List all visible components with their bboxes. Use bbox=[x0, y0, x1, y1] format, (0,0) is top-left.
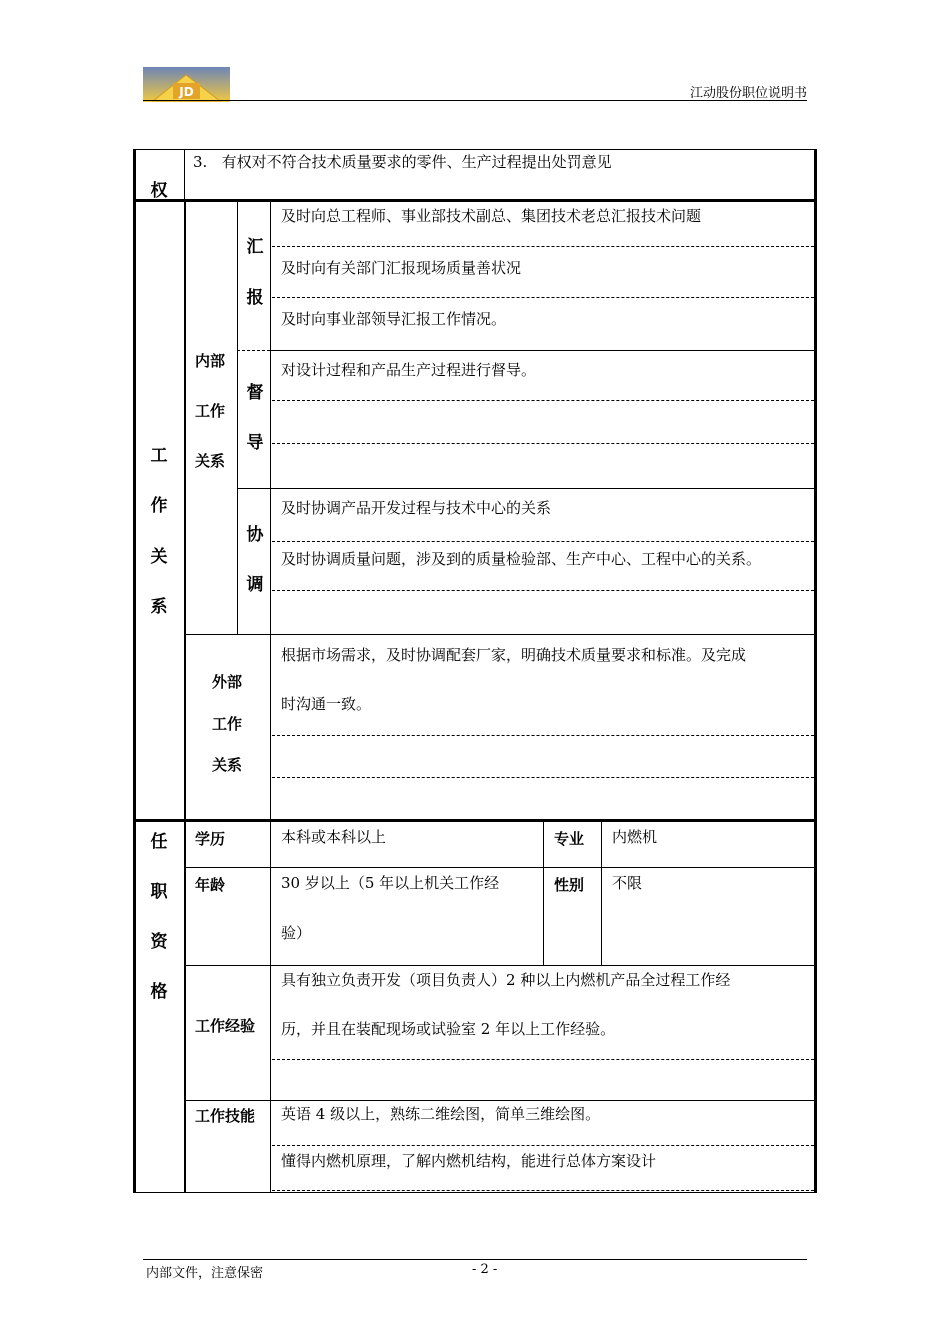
company-logo bbox=[143, 67, 230, 102]
skills-label: 工作技能 bbox=[195, 1107, 256, 1125]
report-line-1: 及时向总工程师、事业部技术副总、集团技术老总汇报技术问题 bbox=[281, 207, 702, 225]
age-value-line-1: 30 岁以上（5 年以上机关工作经 bbox=[281, 874, 500, 892]
experience-line-2: 历，并且在装配现场或试验室 2 年以上工作经验。 bbox=[281, 1020, 616, 1038]
supervise-line-1: 对设计过程和产品生产过程进行督导。 bbox=[281, 361, 537, 379]
gender-value: 不限 bbox=[612, 874, 643, 892]
age-label: 年龄 bbox=[195, 876, 226, 894]
header-title: 江动股份职位说明书 bbox=[689, 86, 807, 101]
logo-text: JD bbox=[179, 85, 194, 99]
experience-line-1: 具有独立负责开发（项目负责人）2 种以上内燃机产品全过程工作经 bbox=[281, 971, 731, 989]
header-divider bbox=[143, 100, 807, 101]
major-value: 内燃机 bbox=[612, 828, 658, 846]
footer-confidential-note: 内部文件，注意保密 bbox=[146, 1266, 264, 1281]
major-label: 专业 bbox=[554, 830, 585, 848]
education-label: 学历 bbox=[195, 830, 226, 848]
education-value: 本科或本科以上 bbox=[281, 828, 387, 846]
authority-item: 3. 有权对不符合技术质量要求的零件、生产过程提出处罚意见 bbox=[193, 153, 612, 171]
experience-label: 工作经验 bbox=[195, 1017, 256, 1035]
skills-line-1: 英语 4 级以上，熟练二维绘图，简单三维绘图。 bbox=[281, 1105, 601, 1123]
external-line-1: 根据市场需求，及时协调配套厂家，明确技术质量要求和标准。及完成 bbox=[281, 646, 747, 664]
footer-divider bbox=[143, 1259, 807, 1260]
report-line-2: 及时向有关部门汇报现场质量善状况 bbox=[281, 259, 522, 277]
coordinate-line-1: 及时协调产品开发过程与技术中心的关系 bbox=[281, 499, 552, 517]
page-number: - 2 - bbox=[472, 1262, 498, 1277]
skills-line-2: 懂得内燃机原理，了解内燃机结构，能进行总体方案设计 bbox=[281, 1152, 657, 1170]
age-value-line-2: 验） bbox=[281, 924, 312, 942]
authority-label: 权 bbox=[150, 181, 168, 201]
gender-label: 性别 bbox=[554, 876, 585, 894]
report-line-3: 及时向事业部领导汇报工作情况。 bbox=[281, 310, 507, 328]
coordinate-line-2: 及时协调质量问题，涉及到的质量检验部、生产中心、工程中心的关系。 bbox=[281, 550, 762, 568]
external-line-2: 时沟通一致。 bbox=[281, 695, 372, 713]
